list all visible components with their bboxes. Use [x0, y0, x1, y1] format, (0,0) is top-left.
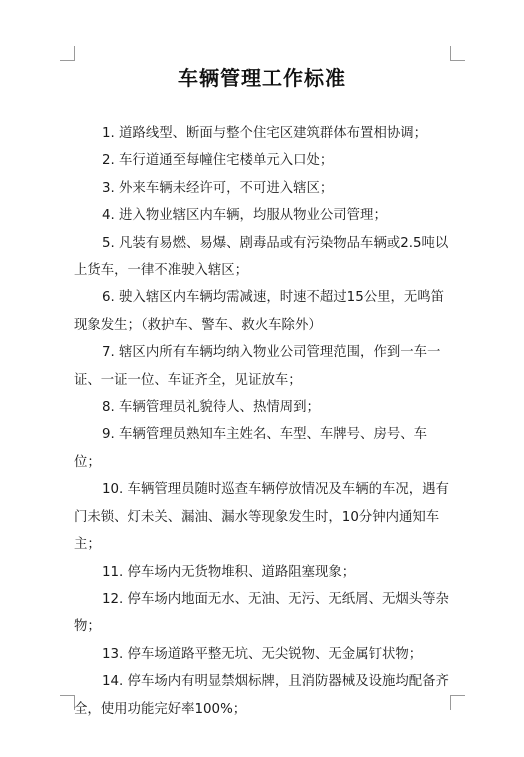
crop-mark-top-left: [60, 46, 75, 61]
crop-mark-top-right: [450, 46, 465, 61]
list-item: 7. 辖区内所有车辆均纳入物业公司管理范围，作到一车一证、一证一位、车证齐全，见证放车；: [74, 345, 441, 388]
list-item: 12. 停车场内地面无水、无油、无污、无纸屑、无烟头等杂物；: [74, 591, 449, 635]
crop-mark-bottom-left: [60, 695, 75, 710]
document-title: 车辆管理工作标准: [178, 66, 346, 90]
document-body: [74, 120, 452, 723]
list-item: 3. 外来车辆未经许可，不可进入辖区；: [102, 180, 334, 196]
list-item: 6. 驶入辖区内车辆均需减速，时速不超过15公里，无鸣笛现象发生；（救护车、警车、救火车除外）: [74, 290, 445, 333]
list-item: 13. 停车场道路平整无坑、无尖锐物、无金属钉状物；: [102, 646, 423, 662]
list-item: 11. 停车场内无货物堆积、道路阻塞现象；: [102, 564, 356, 580]
crop-mark-bottom-right: [450, 695, 465, 710]
list-item: 9. 车辆管理员熟知车主姓名、车型、车牌号、房号、车位；: [74, 427, 428, 470]
list-item: 5. 凡装有易燃、易爆、剧毒品或有污染物品车辆或2.5吨以上货车，一律不准驶入辖区；: [74, 235, 449, 279]
list-item: 10. 车辆管理员随时巡查车辆停放情况及车辆的车况，遇有门未锁、灯未关、漏油、漏水等现象发生时，10分钟内通知车主；: [74, 482, 449, 553]
list-item: 1. 道路线型、断面与整个住宅区建筑群体布置相协调；: [102, 126, 428, 141]
list-item: 8. 车辆管理员礼貌待人、热情周到；: [102, 400, 320, 416]
list-item: 14. 停车场内有明显禁烟标牌，且消防器械及设施均配备齐全，使用功能完好率100%；: [74, 674, 449, 717]
list-item: 4. 进入物业辖区内车辆，均服从物业公司管理；: [102, 208, 387, 224]
list-item: 2. 车行道通至每幢住宅楼单元入口处；: [102, 153, 334, 169]
